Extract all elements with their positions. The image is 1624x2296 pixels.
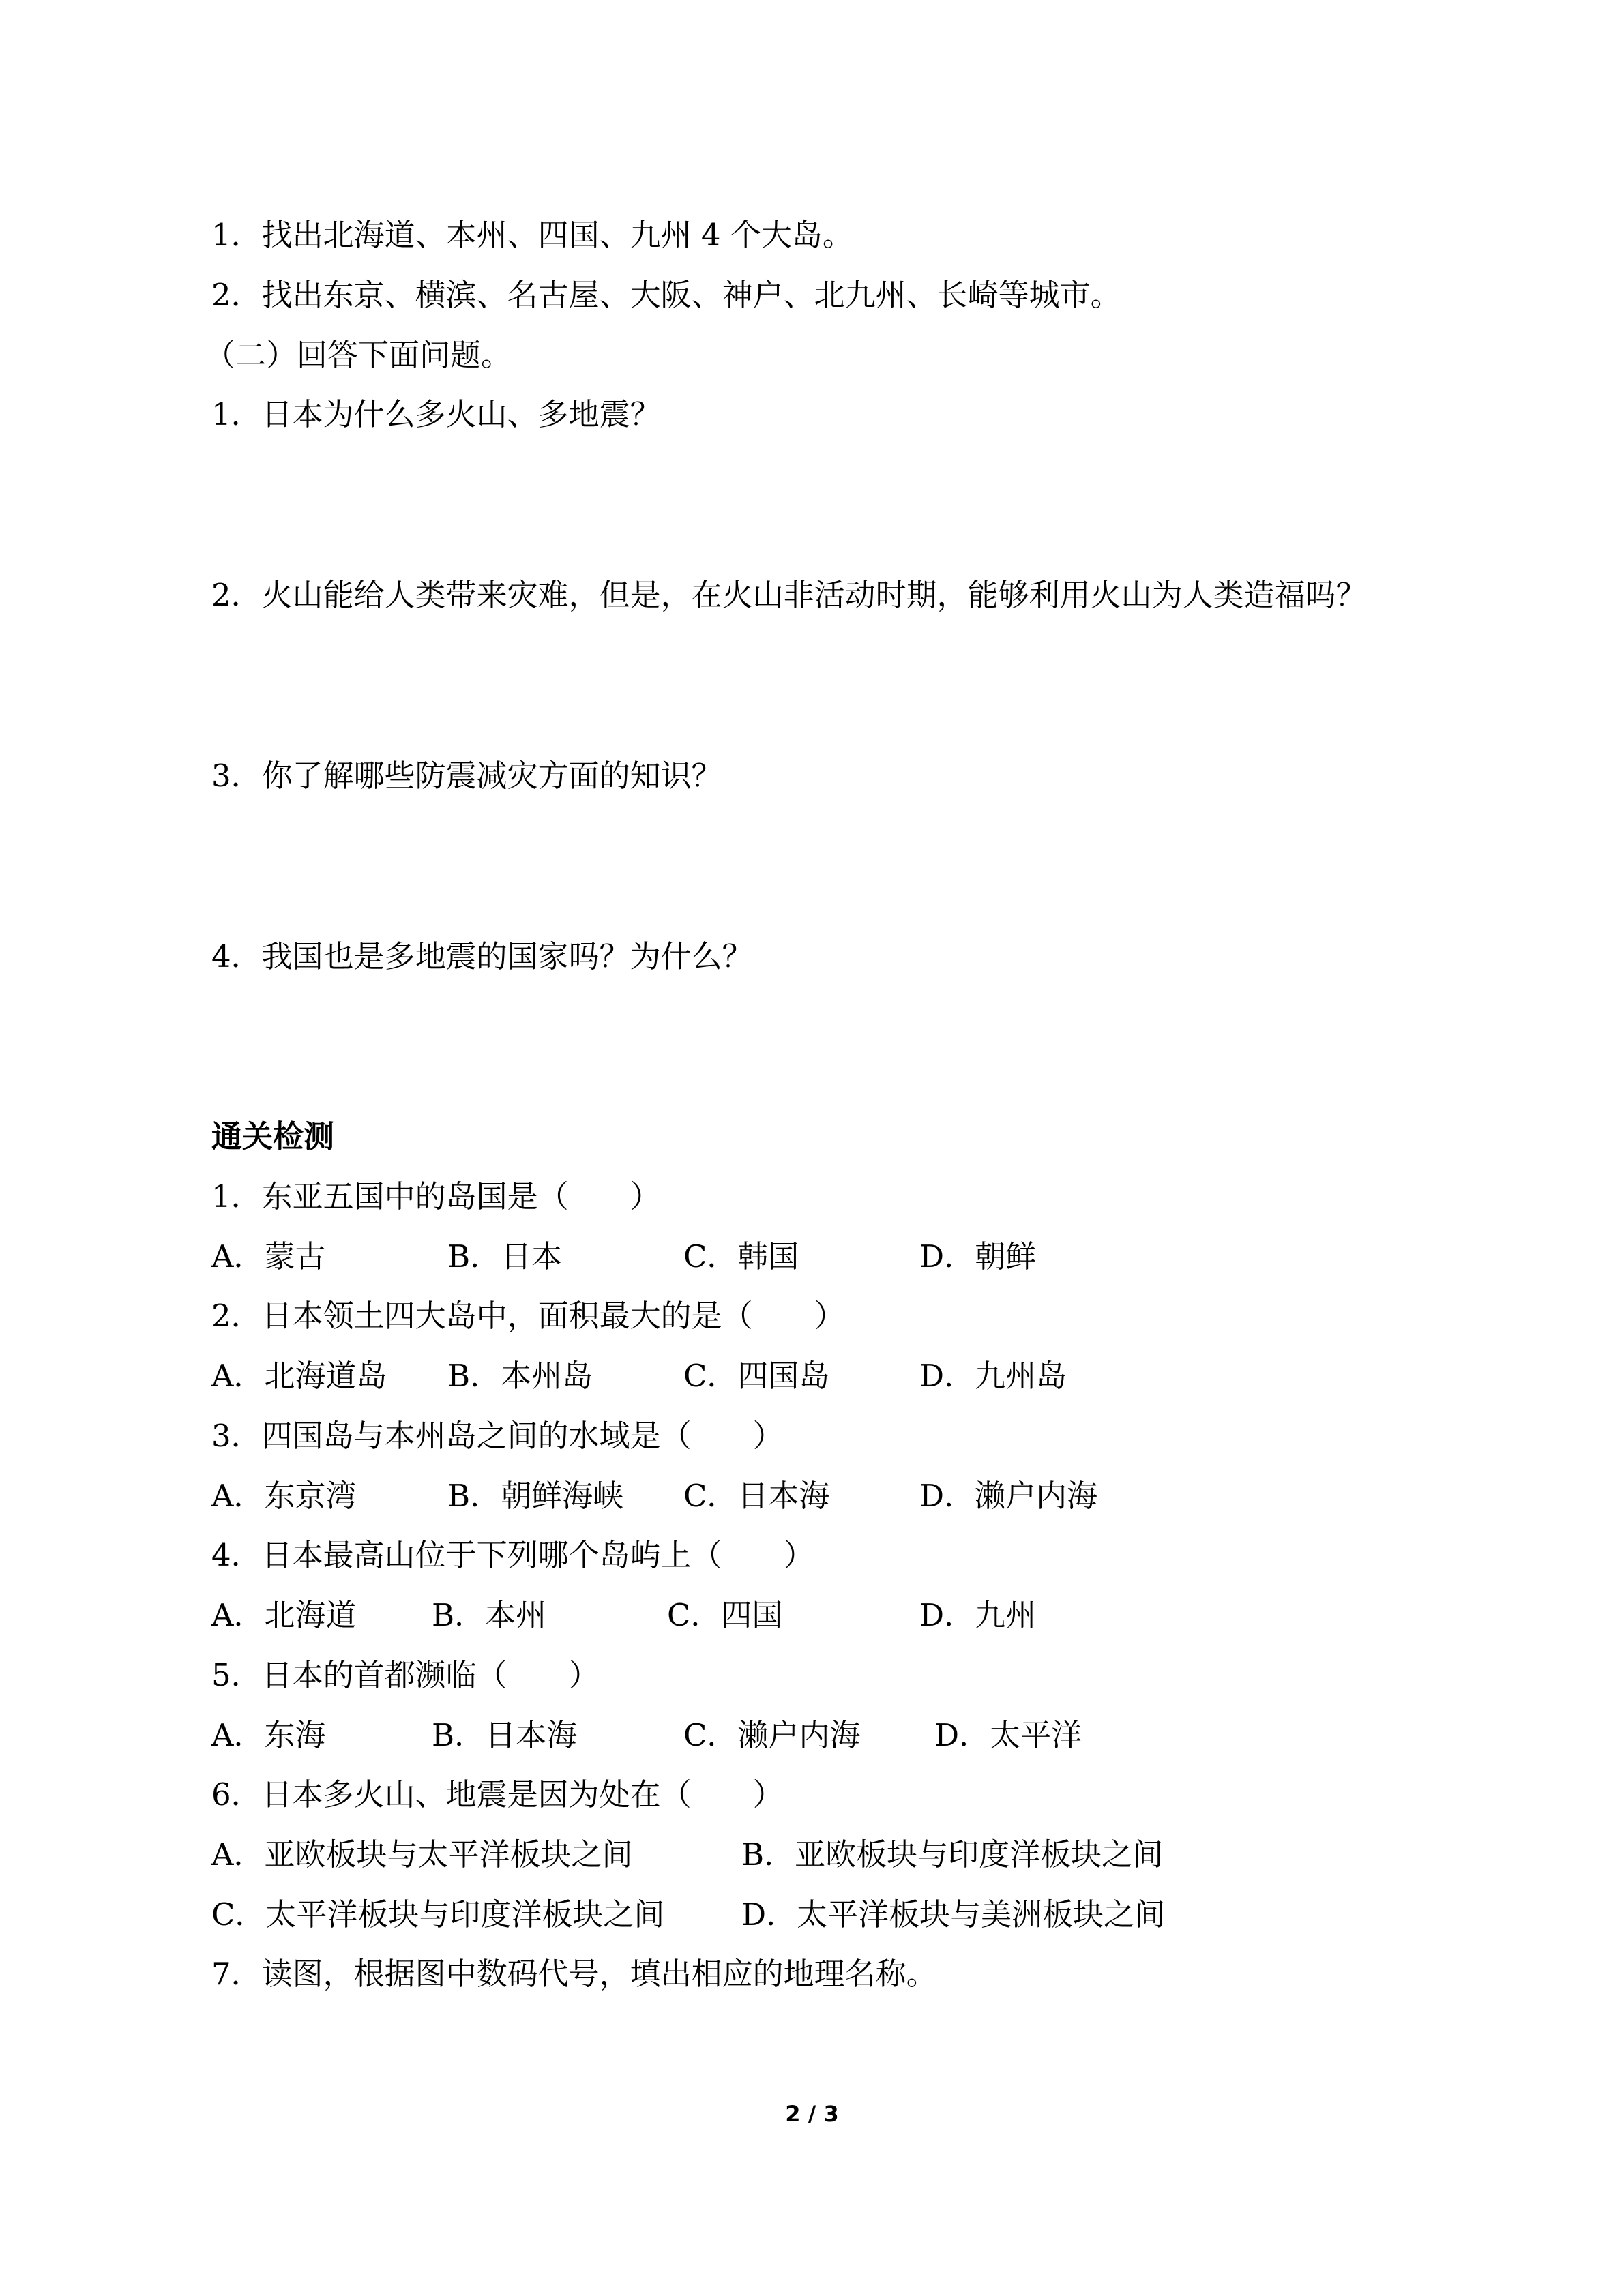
option-c: C．太平洋板块与印度洋板块之间 <box>211 1896 665 1933</box>
option-d: D．九州 <box>919 1597 1037 1633</box>
option-c: C．濑户内海 <box>683 1717 861 1753</box>
question-2-stem: 2．日本领土四大岛中，面积最大的是（ ） <box>211 1298 845 1334</box>
open-question-2: 2．火山能给人类带来灾难，但是，在火山非活动时期，能够利用火山为人类造福吗？ <box>211 577 1367 613</box>
open-question-1: 1．日本为什么多火山、多地震？ <box>211 396 661 432</box>
option-a: A．北海道岛 <box>211 1358 387 1394</box>
option-d: D．濑户内海 <box>919 1478 1098 1514</box>
option-d: D．朝鲜 <box>919 1238 1037 1274</box>
option-a: A．东京湾 <box>211 1478 357 1514</box>
option-b: B．亚欧板块与印度洋板块之间 <box>741 1836 1164 1873</box>
option-a: A．蒙古 <box>211 1238 326 1274</box>
option-d: D．太平洋板块与美洲板块之间 <box>741 1896 1166 1933</box>
option-a: A．东海 <box>211 1717 326 1753</box>
fill-task-2: 2．找出东京、横滨、名古屋、大阪、神户、北九州、长崎等城市。 <box>211 277 1121 313</box>
option-b: B．本州 <box>432 1597 547 1633</box>
option-c: C．韩国 <box>683 1238 799 1274</box>
question-5-stem: 5．日本的首都濒临（ ） <box>211 1657 600 1693</box>
question-1-stem: 1．东亚五国中的岛国是（ ） <box>211 1178 661 1214</box>
option-a: A．亚欧板块与太平洋板块之间 <box>211 1836 633 1873</box>
question-6-stem: 6．日本多火山、地震是因为处在（ ） <box>211 1776 784 1813</box>
section-two-title: （二）回答下面问题。 <box>205 337 512 373</box>
fill-task-1: 1．找出北海道、本州、四国、九州 4 个大岛。 <box>211 217 853 253</box>
option-d: D．太平洋 <box>934 1717 1082 1753</box>
page-number: 2 / 3 <box>785 2101 839 2127</box>
question-3-stem: 3．四国岛与本州岛之间的水域是（ ） <box>211 1418 784 1454</box>
option-b: B．日本 <box>447 1238 563 1274</box>
test-section-title: 通关检测 <box>211 1118 335 1154</box>
option-c: C．四国岛 <box>683 1358 830 1394</box>
open-question-4: 4．我国也是多地震的国家吗？为什么？ <box>211 938 753 974</box>
question-7-stem: 7．读图，根据图中数码代号，填出相应的地理名称。 <box>211 1956 937 1992</box>
option-c: C．四国 <box>667 1597 783 1633</box>
option-a: A．北海道 <box>211 1597 357 1633</box>
question-4-stem: 4．日本最高山位于下列哪个岛屿上（ ） <box>211 1537 814 1573</box>
option-b: B．日本海 <box>432 1717 578 1753</box>
option-d: D．九州岛 <box>919 1358 1067 1394</box>
option-b: B．本州岛 <box>447 1358 593 1394</box>
option-c: C．日本海 <box>683 1478 830 1514</box>
open-question-3: 3．你了解哪些防震减灾方面的知识？ <box>211 758 722 794</box>
option-b: B．朝鲜海峡 <box>447 1478 624 1514</box>
